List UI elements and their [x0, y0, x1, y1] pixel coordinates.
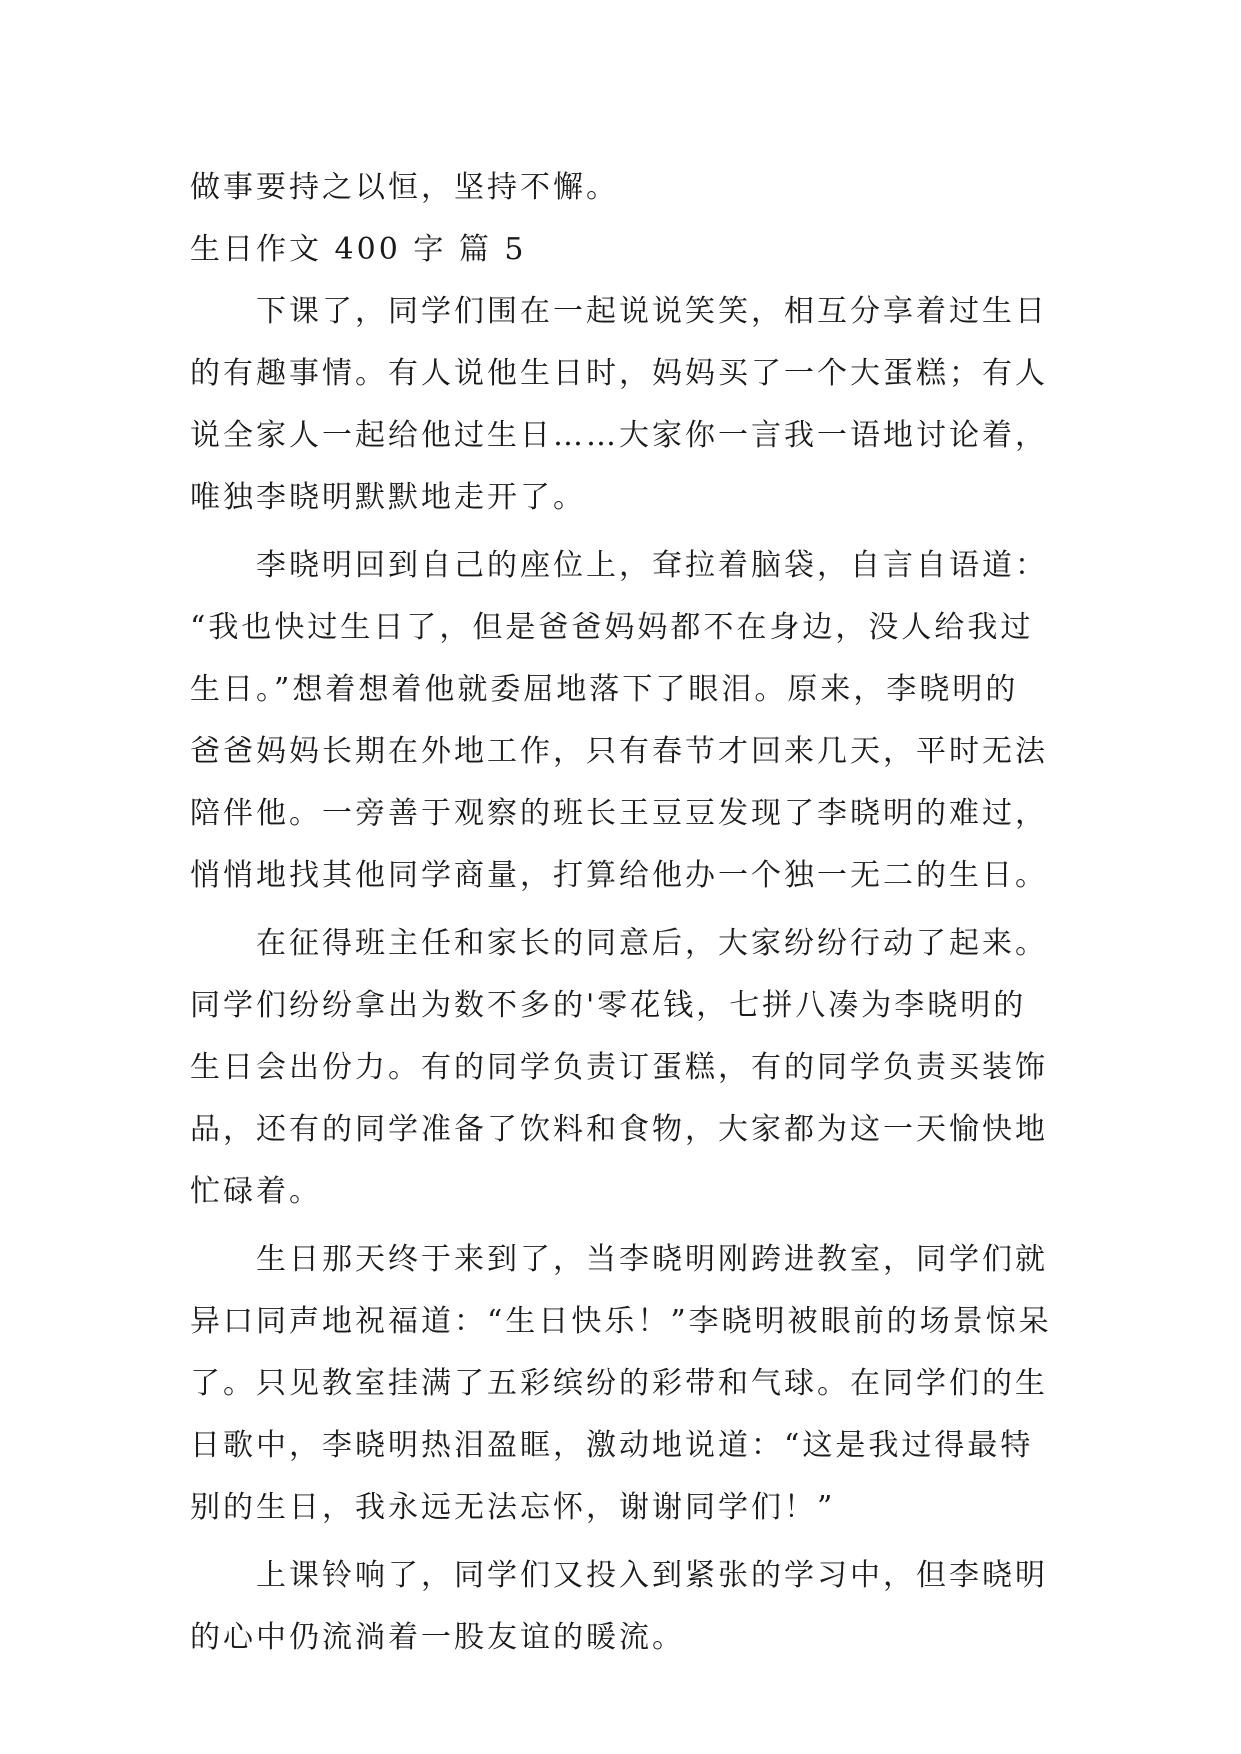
paragraph-line: 的心中仍流淌着一股友谊的暖流。	[190, 1620, 685, 1655]
paragraph-line: 日歌中，李晓明热泪盈眶，激动地说道：“这是我过得最特	[190, 1428, 1034, 1463]
paragraph-line: 生日会出份力。有的同学负责订蛋糕，有的同学负责买装饰	[190, 1050, 1048, 1085]
paragraph-line: 下课了，同学们围在一起说说笑笑，相互分享着过生日	[256, 294, 1048, 329]
paragraph-line: “我也快过生日了，但是爸爸妈妈都不在身边，没人给我过	[190, 610, 1034, 645]
intro-line: 做事要持之以恒，坚持不懈。	[190, 170, 619, 205]
paragraph-line: 李晓明回到自己的座位上，耷拉着脑袋，自言自语道：	[256, 548, 1048, 583]
paragraph-5	[190, 1545, 1060, 1669]
paragraph-3	[190, 913, 1060, 1223]
paragraph-line: 品，还有的同学准备了饮料和食物，大家都为这一天愉快地	[190, 1112, 1048, 1147]
essay-body	[190, 157, 1060, 1669]
paragraph-line: 别的生日，我永远无法忘怀，谢谢同学们！”	[190, 1490, 836, 1525]
paragraph-line: 悄悄地找其他同学商量，打算给他办一个独一无二的生日。	[190, 858, 1048, 893]
paragraph-line: 上课铃响了，同学们又投入到紧张的学习中，但李晓明	[256, 1558, 1048, 1593]
paragraph-line: 同学们纷纷拿出为数不多的'零花钱，七拼八凑为李晓明的	[190, 988, 1027, 1023]
paragraph-line: 说全家人一起给他过生日……大家你一言我一语地讨论着，	[190, 418, 1048, 453]
paragraph-2	[190, 535, 1060, 907]
paragraph-line: 生日。”想着想着他就委屈地落下了眼泪。原来，李晓明的	[190, 672, 1019, 707]
paragraph-4	[190, 1229, 1060, 1539]
paragraph-line: 在征得班主任和家长的同意后，大家纷纷行动了起来。	[256, 926, 1048, 961]
paragraph-line: 唯独李晓明默默地走开了。	[190, 480, 586, 515]
paragraph-line: 的有趣事情。有人说他生日时，妈妈买了一个大蛋糕；有人	[190, 356, 1048, 391]
paragraph-line: 忙碌着。	[190, 1174, 322, 1209]
paragraph-line: 爸爸妈妈长期在外地工作，只有春节才回来几天，平时无法	[190, 734, 1048, 769]
paragraph-1	[190, 281, 1060, 529]
section-title: 生日作文 400 字 篇 5	[190, 232, 527, 267]
paragraph-line: 生日那天终于来到了，当李晓明刚跨进教室，同学们就	[256, 1242, 1048, 1277]
paragraph-line: 了。只见教室挂满了五彩缤纷的彩带和气球。在同学们的生	[190, 1366, 1048, 1401]
paragraph-line: 陪伴他。一旁善于观察的班长王豆豆发现了李晓明的难过，	[190, 796, 1048, 831]
paragraph-line: 异口同声地祝福道：“生日快乐！”李晓明被眼前的场景惊呆	[190, 1304, 1052, 1339]
